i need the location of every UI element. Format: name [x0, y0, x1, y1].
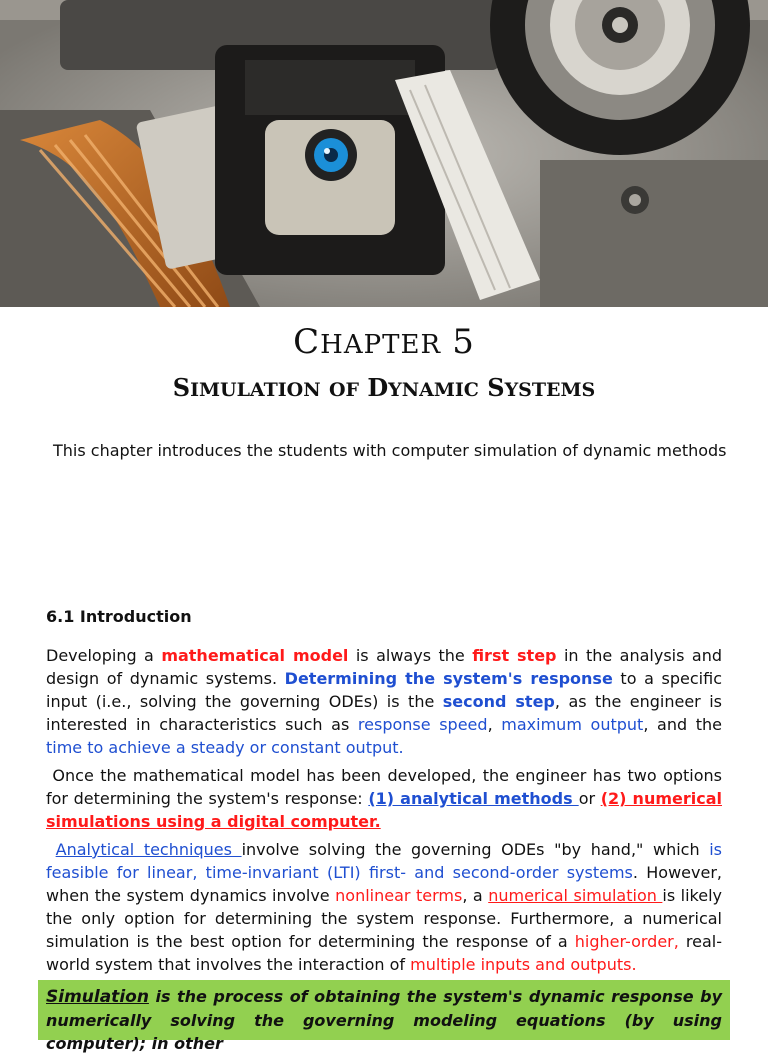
text-run: , a — [462, 886, 489, 905]
definition-highlight-box — [38, 980, 730, 1053]
text-run — [46, 840, 56, 859]
chapter-subtitle — [0, 373, 768, 402]
text-run: is always the — [348, 646, 473, 665]
subtitle-word: YNAMIC — [388, 379, 479, 401]
highlighted-term: (2) numerical simulations using a digital computer. — [46, 789, 722, 831]
definition-text — [46, 985, 722, 1055]
highlighted-term: Analytical techniques — [55, 840, 242, 859]
highlighted-term: Determining the system's response — [284, 669, 613, 688]
text-run: , and the — [643, 715, 723, 734]
text-run: involve solving the governing ODEs "by hand," which — [241, 840, 710, 859]
text-run: Once the mathematical model has been developed, the engineer has two options for determining the system's response: — [46, 766, 722, 808]
subtitle-word: IMULATION — [190, 379, 321, 401]
text-run: , as the engineer is interested in characteristics such as — [46, 692, 722, 734]
chapter-intro: This chapter introduces the students with computer simulation of dynamic methods — [53, 441, 727, 460]
header-photo — [0, 0, 768, 307]
section-heading: 6.1 Introduction — [46, 607, 192, 626]
text-run: Developing a — [46, 646, 162, 665]
text-run: to a specific input (i.e., solving the governing ODEs) is the — [46, 669, 722, 711]
paragraph-1 — [46, 644, 722, 759]
subtitle-word: YSTEMS — [504, 379, 596, 401]
definition-term: Simulation — [46, 987, 149, 1007]
subtitle-cap: S — [172, 373, 191, 402]
text-run: real-world system that involves the interaction of — [46, 932, 722, 974]
highlighted-term: mathematical model — [161, 646, 349, 665]
highlighted-term: multiple inputs and outputs. — [410, 955, 637, 974]
text-run: . However, when the system dynamics involve — [46, 863, 722, 905]
definition-body: is the process of obtaining the system's dynamic response by numerically solving the governing modeling equations (by using computer); in other — [46, 987, 722, 1053]
chapter-title — [0, 322, 768, 362]
highlighted-term: (1) analytical methods — [368, 789, 579, 808]
highlighted-term: first step — [472, 646, 557, 665]
highlighted-term: second step — [442, 692, 555, 711]
chapter-title-rest: HAPTER — [320, 330, 442, 360]
text-run: , — [487, 715, 502, 734]
text-run: or — [578, 789, 601, 808]
subtitle-cap: D — [367, 373, 389, 402]
highlighted-term: response speed — [357, 715, 488, 734]
highlighted-term: is feasible for linear, time-invariant (LTI) first- and second-order systems — [46, 840, 723, 882]
chapter-title-first: C — [293, 322, 321, 362]
highlighted-term: nonlinear terms — [335, 886, 463, 905]
highlighted-term: higher-order, — [574, 932, 679, 951]
highlighted-term: time to achieve a steady or constant output. — [46, 738, 404, 757]
text-run: is likely the only option for determining the system response. Furthermore, a numerical simulation is the best option for determining the response of a — [46, 886, 723, 951]
paragraph-2 — [46, 764, 722, 833]
highlighted-term: numerical simulation — [488, 886, 663, 905]
paragraph-3 — [46, 838, 722, 976]
subtitle-word: OF — [328, 379, 359, 401]
optical-drive-laser-photo-icon — [0, 0, 768, 307]
highlighted-term: maximum output — [501, 715, 644, 734]
chapter-number: 5 — [452, 322, 475, 362]
subtitle-cap: S — [487, 373, 505, 402]
text-run: in the analysis and design of dynamic systems. — [46, 646, 723, 688]
